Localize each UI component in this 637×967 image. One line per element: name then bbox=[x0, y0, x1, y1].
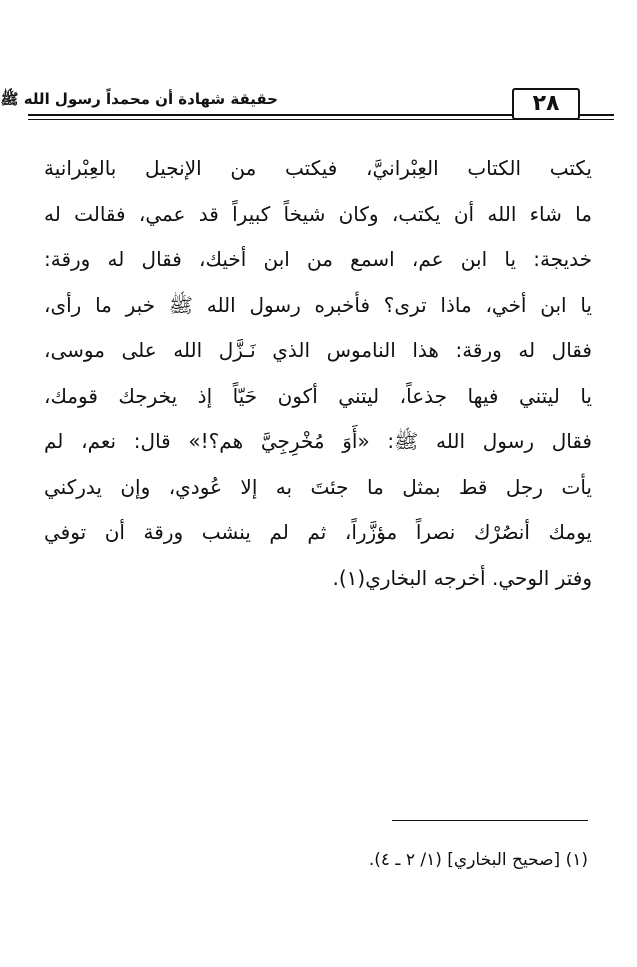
text-line: يأت رجل قط بمثل ما جئتَ به إلا عُودي، وإن يدركني bbox=[44, 474, 592, 499]
footnote-divider bbox=[392, 820, 588, 821]
page-header bbox=[0, 86, 614, 126]
running-title: حقيقة شهادة أن محمداً رسول الله ﷺ bbox=[0, 90, 278, 108]
text-line: يومك أنصُرْك نصراً مؤزَّراً، ثم لم ينشب ورقة أن توفي bbox=[44, 520, 592, 544]
page-number: ٢٨ bbox=[512, 88, 580, 120]
text-line: فقال له ورقة: هذا الناموس الذي نَـزَّل الله على موسى، bbox=[44, 338, 592, 362]
text-line: يا ابن أخي، ماذا ترى؟ فأخبره رسول الله ﷺ خبر ما رأى، bbox=[44, 292, 592, 317]
text-line: خديجة: يا ابن عم، اسمع من ابن أخيك، فقال له ورقة: bbox=[44, 247, 592, 271]
main-text bbox=[44, 146, 592, 601]
text-line-last: وفتر الوحي. أخرجه البخاري(١). bbox=[332, 565, 592, 590]
text-line: يكتب الكتاب العِبْرانيَّ، فيكتب من الإنجيل بالعِبْرانية bbox=[44, 156, 592, 180]
text-line: يا ليتني فيها جذعاً، ليتني أكون حَيّاً إذ يخرجك قومك، bbox=[44, 383, 592, 408]
footnote: (١) [صحيح البخاري] (١/ ٢ ـ ٤). bbox=[368, 850, 588, 870]
text-line: ما شاء الله أن يكتب، وكان شيخاً كبيراً قد عمي، فقالت له bbox=[44, 201, 592, 226]
text-line: فقال رسول الله ﷺ: «أَوَ مُخْرِجِيَّ هم؟!» قال: نعم، لم bbox=[44, 429, 592, 453]
